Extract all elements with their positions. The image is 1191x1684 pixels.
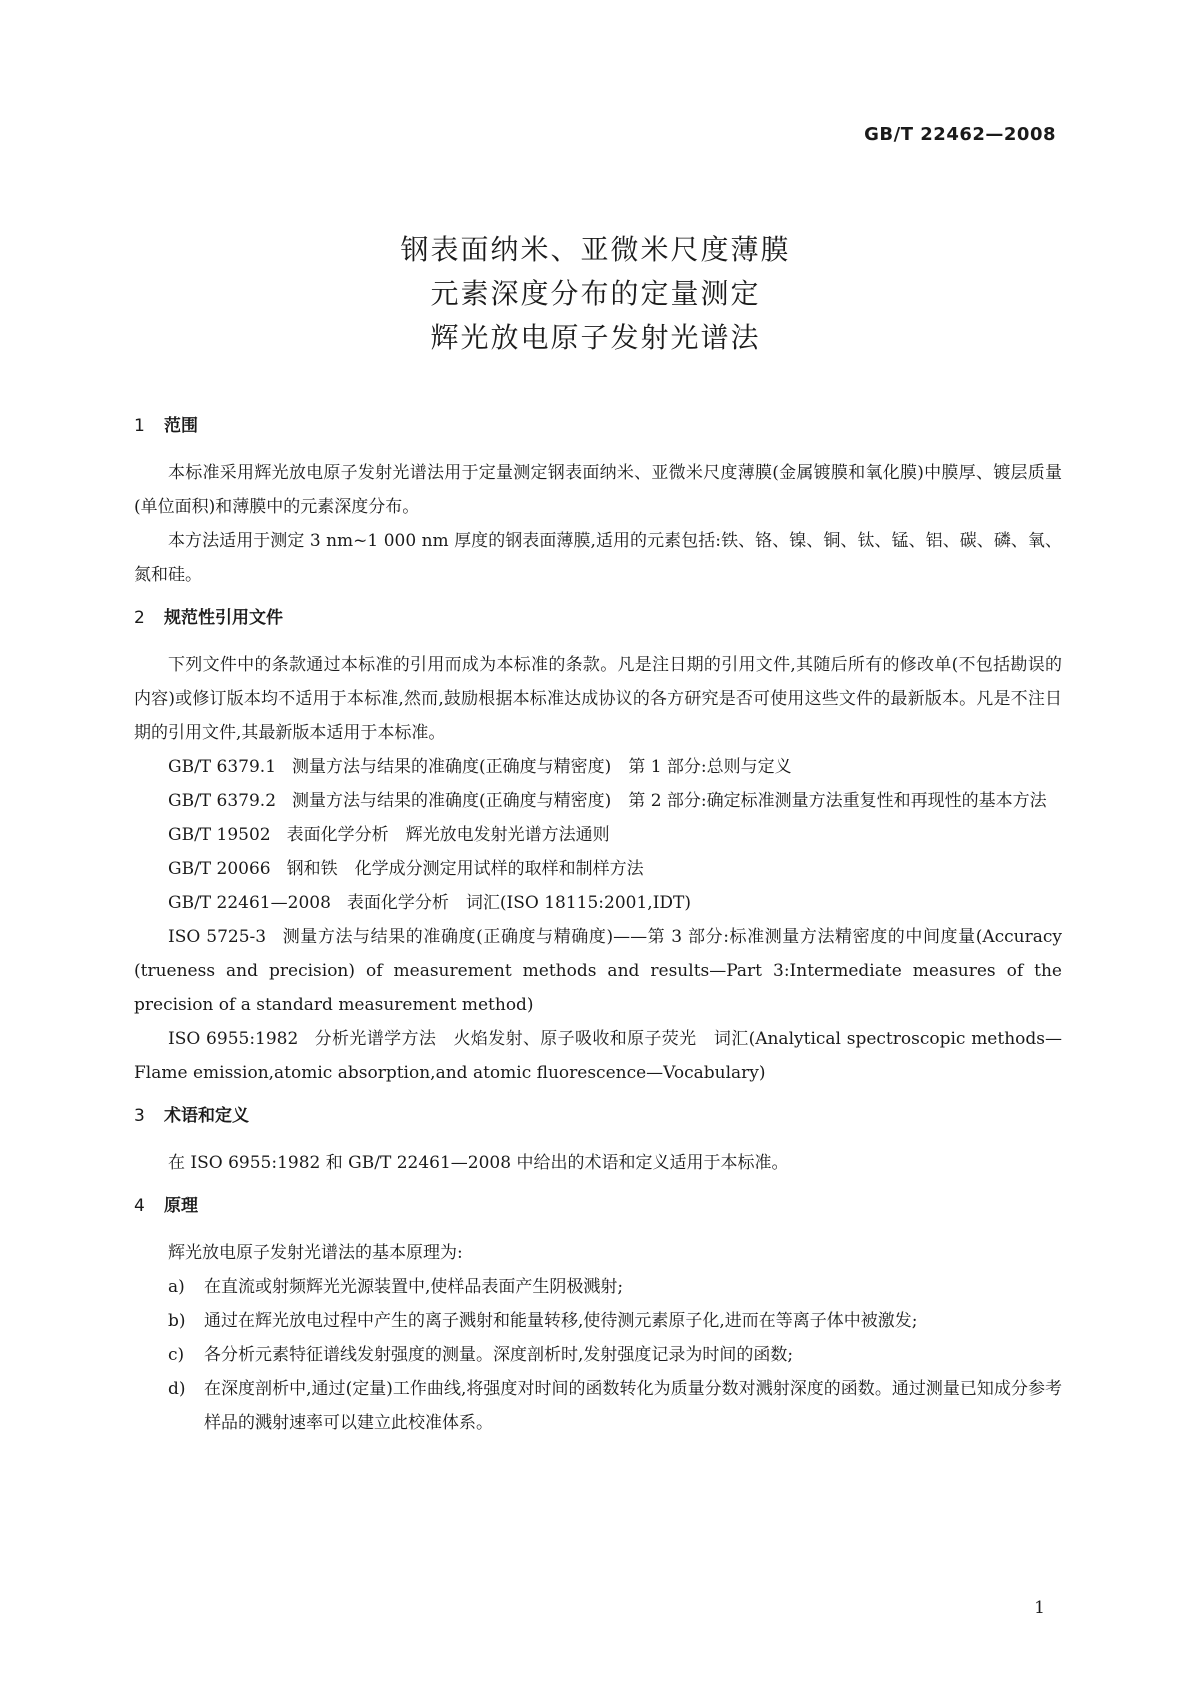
list-item bbox=[134, 1338, 1062, 1372]
reference-code: GB/T 6379.2 bbox=[168, 791, 277, 811]
list-item bbox=[134, 1270, 1062, 1304]
reference-text: 测量方法与结果的准确度(正确度与精密度) 第 2 部分:确定标准测量方法重复性和再现性的基本方法 bbox=[292, 791, 1047, 811]
section-heading-terms bbox=[134, 1102, 1062, 1130]
section-title: 原理 bbox=[164, 1196, 198, 1216]
list-marker: c) bbox=[168, 1345, 185, 1365]
reference-item bbox=[134, 852, 1062, 886]
standard-code: GB/T 22462—2008 bbox=[864, 124, 1056, 145]
paragraph: 下列文件中的条款通过本标准的引用而成为本标准的条款。凡是注日期的引用文件,其随后所有的修改单(不包括勘误的内容)或修订版本均不适用于本标准,然而,鼓励根据本标准达成协议的各方研究是否可使用这些文件的最新版本。凡是不注日期的引用文件,其最新版本适用于本标准。 bbox=[134, 655, 1063, 743]
section-number: 2 bbox=[134, 608, 145, 628]
reference-code: GB/T 6379.1 bbox=[168, 757, 277, 777]
list-marker: b) bbox=[168, 1311, 186, 1331]
reference-text: 表面化学分析 词汇(ISO 18115:2001,IDT) bbox=[346, 893, 692, 913]
reference-item bbox=[134, 784, 1062, 818]
section-title: 规范性引用文件 bbox=[164, 608, 283, 628]
list-text: 在直流或射频辉光光源装置中,使样品表面产生阴极溅射; bbox=[204, 1277, 624, 1297]
title-line-3: 辉光放电原子发射光谱法 bbox=[430, 321, 761, 354]
page-number: 1 bbox=[1034, 1598, 1045, 1618]
section-number: 4 bbox=[134, 1196, 145, 1216]
list-text: 通过在辉光放电过程中产生的离子溅射和能量转移,使待测元素原子化,进而在等离子体中被激发; bbox=[204, 1311, 918, 1331]
list-text: 各分析元素特征谱线发射强度的测量。深度剖析时,发射强度记录为时间的函数; bbox=[204, 1345, 794, 1365]
list-marker: a) bbox=[168, 1277, 185, 1297]
reference-text: 钢和铁 化学成分测定用试样的取样和制样方法 bbox=[286, 859, 644, 879]
reference-item bbox=[134, 818, 1062, 852]
section-title: 范围 bbox=[164, 416, 198, 436]
reference-item bbox=[134, 1022, 1062, 1090]
section-title: 术语和定义 bbox=[164, 1106, 249, 1126]
title-line-2: 元素深度分布的定量测定 bbox=[430, 277, 761, 310]
reference-item bbox=[134, 750, 1062, 784]
reference-text: 测量方法与结果的准确度(正确度与精密度) 第 1 部分:总则与定义 bbox=[292, 757, 792, 777]
reference-code: ISO 6955:1982 bbox=[168, 1029, 299, 1049]
list-item bbox=[134, 1372, 1062, 1440]
reference-text: 测量方法与结果的准确度(正确度与精确度)——第 3 部分:标准测量方法精密度的中间度量(Accuracy (trueness and precision) of measurement methods and results—Part 3:Intermediate measures of the precision of a standard measurement method) bbox=[134, 927, 1063, 1015]
reference-text: 分析光谱学方法 火焰发射、原子吸收和原子荧光 词汇(Analytical spectroscopic methods—Flame emission,atomic absorption,and atomic fluorescence—Vocabulary) bbox=[134, 1029, 1062, 1083]
list-marker: d) bbox=[168, 1379, 186, 1399]
title-line-1: 钢表面纳米、亚微米尺度薄膜 bbox=[400, 233, 791, 266]
reference-item bbox=[134, 920, 1062, 1022]
section-number: 3 bbox=[134, 1106, 145, 1126]
document-body bbox=[134, 412, 1062, 1440]
section-heading-scope bbox=[134, 412, 1062, 440]
reference-text: 表面化学分析 辉光放电发射光谱方法通则 bbox=[286, 825, 610, 845]
paragraph: 本标准采用辉光放电原子发射光谱法用于定量测定钢表面纳米、亚微米尺度薄膜(金属镀膜和氧化膜)中膜厚、镀层质量(单位面积)和薄膜中的元素深度分布。 bbox=[134, 463, 1062, 517]
paragraph: 在 ISO 6955:1982 和 GB/T 22461—2008 中给出的术语和定义适用于本标准。 bbox=[168, 1153, 789, 1173]
section-heading-principle bbox=[134, 1192, 1062, 1220]
document-title bbox=[0, 228, 1191, 360]
list-text: 在深度剖析中,通过(定量)工作曲线,将强度对时间的函数转化为质量分数对溅射深度的函数。通过测量已知成分参考样品的溅射速率可以建立此校准体系。 bbox=[204, 1379, 1062, 1433]
reference-code: GB/T 20066 bbox=[168, 859, 271, 879]
reference-code: ISO 5725-3 bbox=[168, 927, 267, 947]
reference-code: GB/T 19502 bbox=[168, 825, 271, 845]
reference-item bbox=[134, 886, 1062, 920]
list-item bbox=[134, 1304, 1062, 1338]
section-heading-normative-references bbox=[134, 604, 1062, 632]
section-number: 1 bbox=[134, 416, 145, 436]
reference-code: GB/T 22461—2008 bbox=[168, 893, 331, 913]
paragraph: 本方法适用于测定 3 nm~1 000 nm 厚度的钢表面薄膜,适用的元素包括:铁、铬、镍、铜、钛、锰、铝、碳、磷、氧、氮和硅。 bbox=[134, 531, 1062, 585]
paragraph: 辉光放电原子发射光谱法的基本原理为: bbox=[168, 1243, 463, 1263]
